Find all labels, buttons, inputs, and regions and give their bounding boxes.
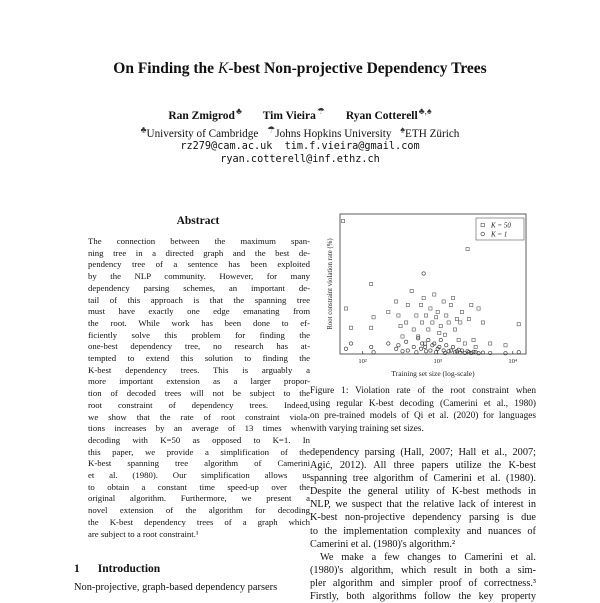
violation-rate-chart [308, 208, 538, 380]
data-point-k1 [429, 349, 432, 352]
data-point-k50 [460, 310, 463, 313]
data-point-k50 [442, 300, 445, 303]
abstract-line: tempted to extend this solution to finding the [88, 353, 310, 364]
caption-line: on pre-trained models of Qi et al. (2020) for languages [310, 411, 536, 422]
data-point-k50 [517, 323, 520, 326]
body-line: spanning tree algorithm of Camerini et al. (1980). [310, 473, 536, 485]
data-point-k50 [344, 307, 347, 310]
data-point-k1 [434, 351, 437, 354]
data-point-k50 [422, 296, 425, 299]
data-point-k50 [406, 303, 409, 306]
section-heading: 1 Introduction [74, 563, 161, 575]
data-point-k50 [467, 317, 470, 320]
abstract-line: decoding with K=50 as opposed to K=1. In [88, 434, 310, 445]
abstract-line: tail of this approach is that the spanning tree [88, 294, 310, 305]
author: Ryan Cotterell♣,♠ [345, 106, 432, 122]
data-point-k1 [387, 342, 390, 345]
data-point-k50 [370, 326, 373, 329]
data-point-k50 [395, 300, 398, 303]
author-list [0, 106, 600, 122]
data-point-k1 [504, 352, 507, 355]
data-point-k50 [342, 219, 345, 222]
abstract-line: this paper, we provide a simplification of the [88, 446, 310, 457]
intro-text: Non-projective, graph-based dependency parsers [74, 582, 278, 593]
legend-label: K = 50 [491, 221, 511, 230]
email-line: rz279@cam.ac.uk tim.f.vieira@gmail.com [180, 141, 420, 152]
data-point-k50 [504, 344, 507, 347]
data-point-k50 [419, 303, 422, 306]
body-line: We make a few changes to Camerini et al. [320, 551, 536, 563]
abstract-line: the root. While work has been done to ef- [88, 317, 310, 328]
data-point-k50 [438, 331, 441, 334]
data-point-k1 [344, 347, 347, 350]
figure-caption [310, 385, 536, 435]
abstract-body [88, 236, 310, 540]
data-point-k1 [372, 351, 375, 354]
data-point-k1 [449, 349, 452, 352]
abstract-line: K-best spanning tree algorithm of Camerini [88, 458, 310, 469]
data-point-k50 [453, 328, 456, 331]
data-point-k50 [439, 324, 442, 327]
data-point-k50 [472, 338, 475, 341]
data-point-k50 [474, 345, 477, 348]
data-point-k1 [419, 347, 422, 350]
abstract-line: by the NLP community. However, for many [88, 271, 310, 282]
data-point-k50 [372, 316, 375, 319]
data-point-k50 [421, 321, 424, 324]
data-point-k50 [370, 282, 373, 285]
data-point-k1 [406, 349, 409, 352]
data-point-k1 [415, 351, 418, 354]
author: Tim Vieira☂ [262, 106, 325, 122]
abstract-line: et al. (1980). Our simplification allows us [88, 470, 310, 481]
data-point-k1 [349, 342, 352, 345]
data-point-k50 [451, 296, 454, 299]
caption-line: with varying training set sizes. [310, 423, 424, 434]
data-point-k50 [433, 293, 436, 296]
body-line: K-best non-projective dependency parsing is due [310, 512, 536, 524]
data-point-k1 [445, 344, 448, 347]
affiliation: ♣University of Cambridge [140, 124, 259, 140]
body-line: pler algorithm and simpler proof of correctness.³ [310, 577, 536, 589]
body-line: (1980)'s algorithm, which result in both a sim- [310, 564, 536, 576]
x-tick-label: 10² [358, 358, 367, 365]
abstract-line: ficiently solve this problem for finding the [88, 329, 310, 340]
email-block [0, 140, 600, 166]
abstract-line: to obtain a constant time speed-up over the [88, 481, 310, 492]
body-line: Camerini et al. (1980)'s algorithm.² [310, 538, 456, 550]
data-point-k50 [455, 317, 458, 320]
data-point-k50 [445, 314, 448, 317]
x-axis-label: Training set size (log-scale) [391, 369, 475, 378]
data-point-k50 [481, 321, 484, 324]
data-point-k50 [449, 303, 452, 306]
data-point-k1 [423, 345, 426, 348]
data-point-k50 [457, 338, 460, 341]
data-point-k1 [394, 347, 397, 350]
data-point-k1 [369, 345, 372, 348]
abstract-heading: Abstract [176, 215, 220, 227]
data-point-k50 [424, 314, 427, 317]
abstract-line: original algorithm. Furthermore, we present a [88, 493, 310, 504]
data-point-k1 [427, 338, 430, 341]
abstract-line: must have exactly one edge emanating from [88, 306, 310, 317]
caption-line: Figure 1: Violation rate of the root constraint when [310, 386, 536, 396]
data-point-k50 [477, 307, 480, 310]
abstract-line: tions increases by an average of 13 times when [88, 423, 310, 434]
caption-line: using regular K-best decoding (Camerini et al., 1980) [310, 398, 536, 409]
data-point-k50 [434, 316, 437, 319]
abstract-line: pendency tree of a sentence has been exploited [88, 259, 310, 270]
abstract-line: are subject to a root constraint.¹ [88, 528, 199, 539]
abstract-line: ning tree in a directed graph and the best de- [88, 247, 310, 258]
affiliation: ☂Johns Hopkins University [267, 124, 392, 140]
data-point-k1 [439, 338, 442, 341]
data-point-k50 [443, 333, 446, 336]
data-point-k1 [517, 351, 520, 354]
data-point-k1 [404, 340, 407, 343]
data-point-k50 [401, 335, 404, 338]
data-point-k1 [412, 345, 415, 348]
abstract-line: K-best dependency trees. This is arguably a [88, 364, 310, 375]
data-point-k50 [436, 310, 439, 313]
data-point-k50 [410, 289, 413, 292]
data-point-k1 [401, 350, 404, 353]
data-point-k50 [387, 310, 390, 313]
data-point-k50 [412, 328, 415, 331]
x-tick-label: 10⁴ [508, 358, 518, 365]
abstract-line: one-best dependency tree, no research has at- [88, 341, 310, 352]
y-axis-label: Root constraint violation rate (%) [327, 238, 334, 330]
body-line: Firstly, both algorithms follow the key property [310, 591, 536, 603]
data-point-k50 [399, 324, 402, 327]
data-point-k50 [429, 307, 432, 310]
data-point-k50 [397, 314, 400, 317]
affiliation: ♠ETH Zürich [400, 124, 460, 140]
right-column-text [310, 446, 536, 603]
data-point-k1 [451, 345, 454, 348]
body-line: dependency parsing (Hall, 2007; Hall et al., 2007; [310, 447, 536, 458]
abstract-line: we show that the rate of root constraint viola- [88, 411, 310, 422]
abstract-line: The connection between the maximum span- [88, 236, 310, 246]
body-line: to the implementation complexity and nuances of [310, 525, 536, 537]
abstract-line: dependency parsing schemes, an important de- [88, 282, 310, 293]
data-point-k1 [422, 272, 425, 275]
body-line: Agić, 2012). All three papers utilize the K-best [310, 460, 536, 472]
data-point-k1 [477, 352, 480, 355]
abstract-line: tion of decoded trees will not be subject to the [88, 388, 310, 399]
data-point-k1 [447, 350, 450, 353]
abstract-line: root constraint of dependency trees. Indeed, [88, 399, 310, 410]
body-line: NLP, we suspect that the relative lack of interest in [310, 499, 536, 511]
data-point-k50 [459, 321, 462, 324]
data-point-k50 [349, 326, 352, 329]
body-line: Despite the general utility of K-best methods in [310, 486, 536, 498]
data-point-k1 [424, 350, 427, 353]
data-point-k1 [397, 344, 400, 347]
data-point-k50 [466, 247, 469, 250]
data-point-k50 [489, 342, 492, 345]
legend-label: K = 1 [491, 230, 508, 239]
data-point-k50 [463, 342, 466, 345]
abstract-line: the K-best dependency trees of a graph which [88, 516, 310, 527]
data-point-k50 [470, 303, 473, 306]
abstract-line: novel extension of the algorithm for decoding [88, 505, 310, 516]
data-point-k50 [431, 321, 434, 324]
paper-title: On Finding the K-best Non-projective Dependency Trees [113, 60, 487, 77]
data-point-k50 [427, 328, 430, 331]
data-point-k50 [405, 321, 408, 324]
x-tick-label: 10³ [433, 358, 442, 365]
email-line: ryan.cotterell@inf.ethz.ch [220, 154, 380, 165]
data-point-k50 [447, 321, 450, 324]
abstract-line: more important extension as a larger propor- [88, 376, 310, 387]
affiliation-list [0, 124, 600, 140]
author: Ran Zmigrod♣ [168, 106, 242, 122]
data-point-k50 [415, 314, 418, 317]
